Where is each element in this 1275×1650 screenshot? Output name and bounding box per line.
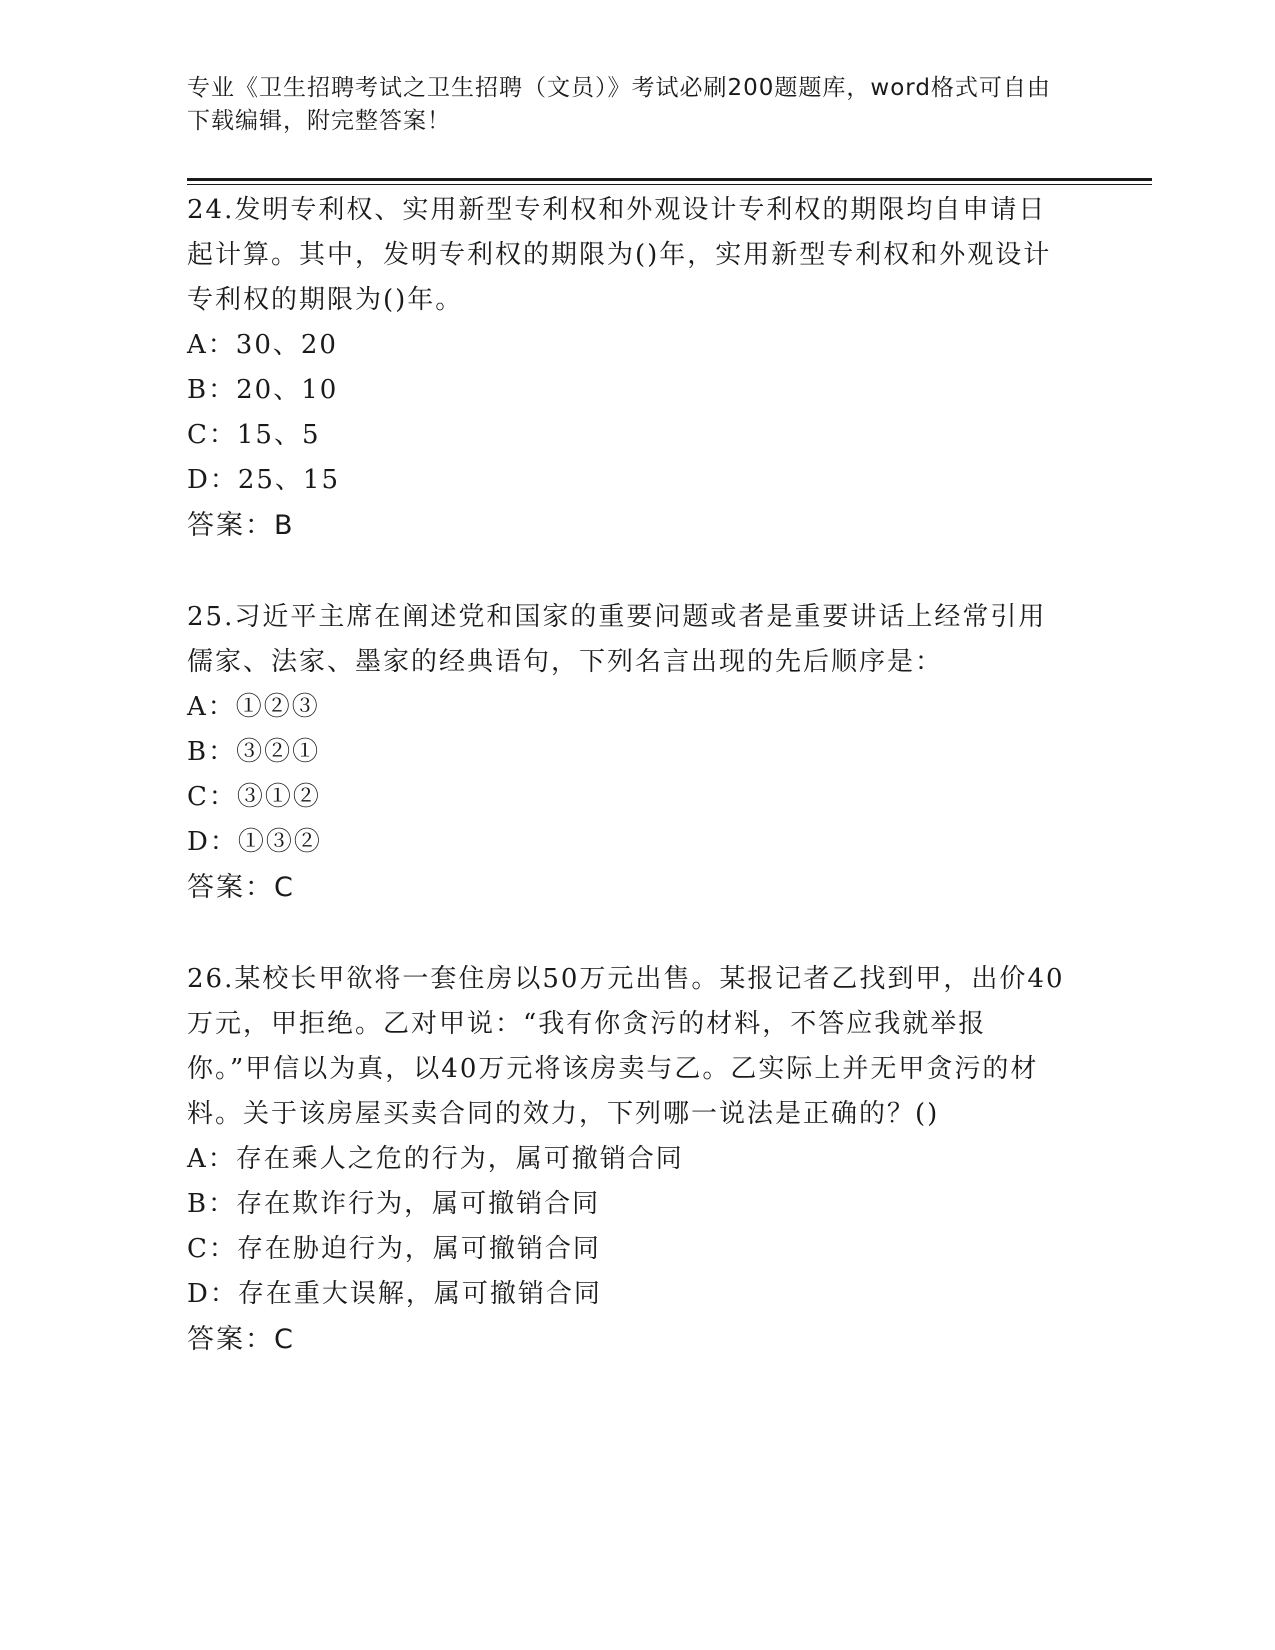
option-d: D：存在重大误解，属可撤销合同: [187, 1279, 602, 1309]
answer: 答案：C: [187, 1324, 295, 1355]
option-d: D：①③②: [187, 827, 322, 857]
question-list: [187, 188, 1067, 1409]
option-c: C：存在胁迫行为，属可撤销合同: [187, 1234, 601, 1264]
option-c: C：15、5: [187, 420, 321, 450]
option-b: B：③②①: [187, 737, 321, 767]
question-stem: 25.习近平主席在阐述党和国家的重要问题或者是重要讲话上经常引用儒家、法家、墨家的经典语句，下列名言出现的先后顺序是：: [187, 602, 1047, 677]
document-header: 专业《卫生招聘考试之卫生招聘（文员）》考试必刷200题题库，word格式可自由下载编辑，附完整答案！: [187, 75, 1051, 134]
option-a: A：①②③: [187, 692, 320, 722]
header-divider-thick: [187, 178, 1152, 181]
question-24: [187, 188, 1067, 548]
option-a: A：30、20: [187, 330, 338, 360]
option-b: B：20、10: [187, 375, 339, 405]
option-b: B：存在欺诈行为，属可撤销合同: [187, 1189, 601, 1219]
answer: 答案：C: [187, 872, 295, 903]
question-26: [187, 957, 1067, 1362]
option-a: A：存在乘人之危的行为，属可撤销合同: [187, 1144, 684, 1174]
question-stem: 26.某校长甲欲将一套住房以50万元出售。某报记者乙找到甲，出价40万元，甲拒绝。乙对甲说：“我有你贪污的材料，不答应我就举报你。”甲信以为真，以40万元将该房卖与乙。乙实际上并无甲贪污的材料。关于该房屋买卖合同的效力，下列哪一说法是正确的？(): [187, 964, 1065, 1129]
question-25: [187, 595, 1067, 910]
question-stem: 24.发明专利权、实用新型专利权和外观设计专利权的期限均自申请日起计算。其中，发明专利权的期限为()年，实用新型专利权和外观设计专利权的期限为()年。: [187, 195, 1052, 315]
option-c: C：③①②: [187, 782, 321, 812]
option-d: D：25、15: [187, 465, 341, 495]
header-divider-thin: [187, 184, 1152, 185]
answer: 答案：B: [187, 510, 295, 541]
